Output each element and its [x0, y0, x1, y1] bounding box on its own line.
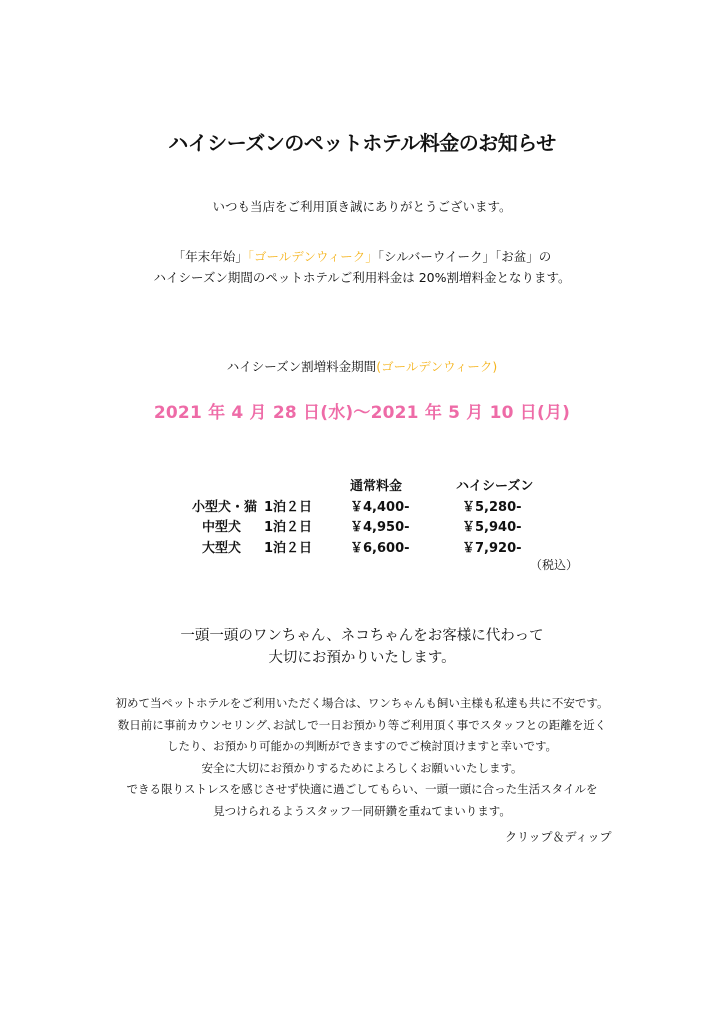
body-paragraph — [0, 693, 724, 822]
row-size: 小型犬・猫 — [192, 500, 258, 515]
row-regular-price: ￥4,400- — [350, 500, 410, 515]
row-high-season-price: ￥5,280- — [462, 500, 522, 515]
body-line: 数日前に事前カウンセリング､お試しで一日お預かり等ご利用頂く事でスタッフとの距離を近く — [117, 717, 607, 732]
row-stay: 1泊２日 — [264, 500, 313, 515]
row-stay: 1泊２日 — [264, 541, 313, 556]
row-regular-price: ￥4,950- — [350, 520, 410, 535]
period-heading-highlight: (ゴールデンウィーク) — [376, 359, 498, 374]
body-line: 見つけられるようスタッフ一同研鑽を重ねてまいります。 — [213, 803, 511, 818]
row-high-season-price: ￥5,940- — [462, 520, 522, 535]
body-line: したり、お預かり可能かの判断ができますのでご検討頂けますと幸いです。 — [166, 739, 558, 753]
header-high-season-price: ハイシーズン — [456, 479, 534, 494]
holiday-list — [0, 247, 724, 265]
header-regular-price: 通常料金 — [350, 479, 403, 494]
period-dates: 2021 年 4 月 28 日(水)～2021 年 5 月 10 日(月) — [153, 403, 571, 423]
greeting-text: いつも当店をご利用頂き誠にありがとうございます。 — [212, 199, 512, 214]
holiday-suffix: の — [538, 249, 552, 264]
holiday-silver-week: 「シルバーウイーク」 — [377, 249, 495, 264]
period-heading — [0, 357, 724, 375]
body-line: 安全に大切にお預かりするためによろしくお願いいたします。 — [201, 760, 523, 775]
row-size: 中型犬 — [202, 520, 242, 535]
message-line: 一頭一頭のワンちゃん、ネコちゃんをお客様に代わって — [180, 628, 544, 644]
surcharge-notice: ハイシーズン期間のペットホテルご利用料金は 20%割増料金となります。 — [153, 270, 571, 285]
holiday-golden-week: 「ゴールデンウィーク」 — [247, 249, 378, 264]
row-stay: 1泊２日 — [264, 520, 313, 535]
row-size: 大型犬 — [202, 541, 242, 556]
holiday-year-end: 「年末年始」 — [172, 249, 248, 264]
row-regular-price: ￥6,600- — [350, 541, 410, 556]
tax-note: （税込） — [530, 558, 579, 572]
period-heading-label: ハイシーズン割増料金期間 — [226, 359, 377, 374]
row-high-season-price: ￥7,920- — [462, 541, 522, 556]
notice-title: ハイシーズンのペットホテル料金のお知らせ — [168, 131, 556, 155]
body-line: 初めて当ペットホテルをご利用いただく場合は、ワンちゃんも飼い主様も私達も共に不安です。 — [115, 696, 609, 710]
holiday-obon: 「お盆」 — [494, 249, 539, 264]
signature: クリップ＆ディップ — [505, 830, 612, 844]
message-line: 大切にお預かりいたします。 — [268, 650, 456, 666]
body-line: できる限りストレスを感じさせず快適に過ごしてもらい、一頭一頭に合った生活スタイルを — [126, 782, 598, 796]
